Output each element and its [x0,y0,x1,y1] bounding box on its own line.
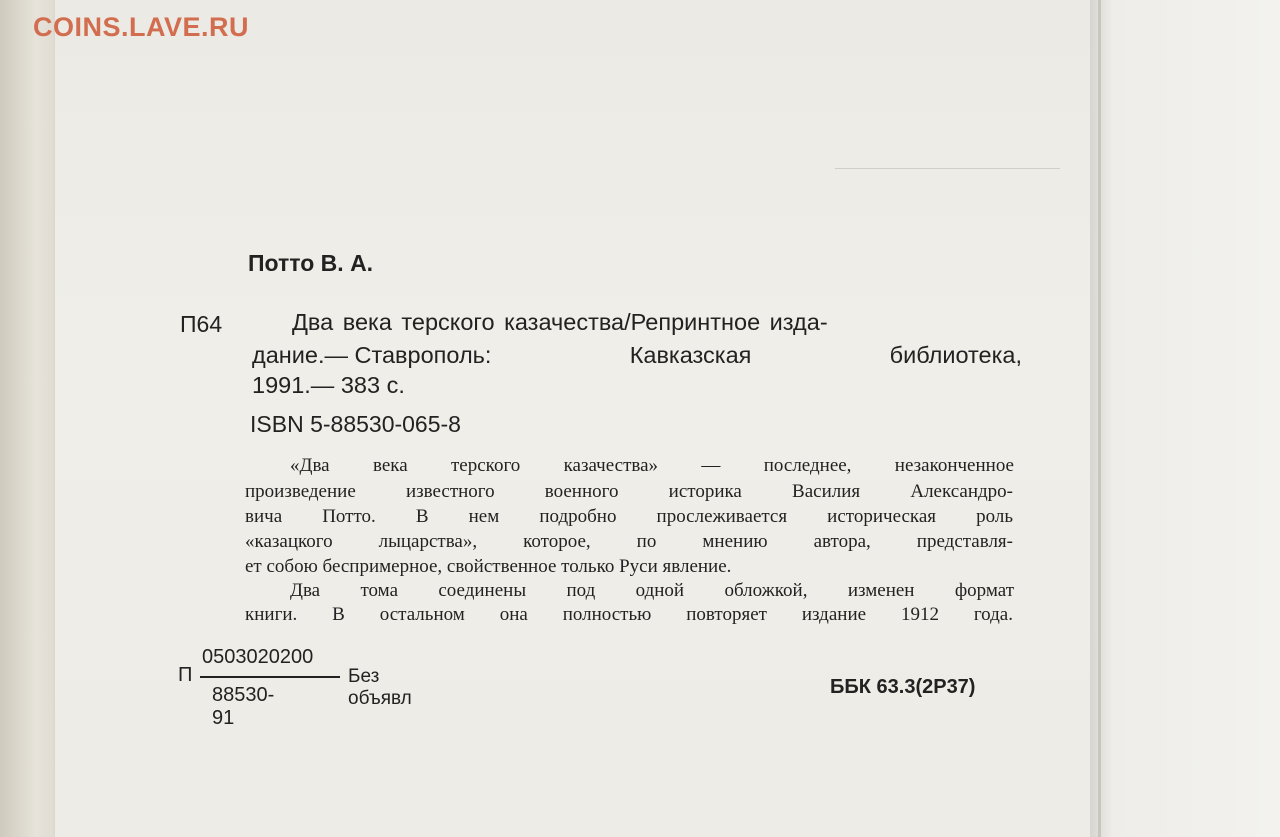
author-name: Потто В. А. [248,250,374,276]
title-line-2 [252,342,1022,369]
fraction-line [200,676,340,678]
title-line-1: Два века терского казачества/Репринтное изда- [292,309,828,335]
annotation-line-2: произведение известного военного историка Василия Александро- [245,481,1013,502]
price-code-numerator: 0503020200 [202,646,314,668]
adjacent-page [1090,0,1280,837]
bleed-through-rule [835,168,1060,169]
title-line-3: 1991.— 383 с. [252,372,405,398]
title-line-2-part-2: Кавказская [629,342,752,368]
book-page [55,0,1090,837]
price-code-letter: П [178,664,193,686]
background-fabric [0,0,60,837]
title-line-2-part-3: библиотека, [889,342,1022,368]
annotation-line-1: «Два века терского казачества» — последнее, незаконченное [290,455,1014,476]
price-note: Без объявл [348,666,412,709]
watermark: COINS.LAVE.RU [33,12,250,42]
catalog-code: П64 [180,311,223,337]
title-line-2-part-1: дание.— Ставрополь: [252,342,492,368]
annotation-line-6: Два тома соединены под одной обложкой, изменен формат [290,580,1014,601]
isbn: ISBN 5-88530-065-8 [250,411,461,437]
annotation-line-7: книги. В остальном она полностью повторяет издание 1912 года. [245,604,1013,625]
price-code-denominator: 88530-91 [212,684,275,729]
annotation-line-5: ет собою беспримерное, свойственное только Руси явление. [245,556,732,577]
page-edge-divider [1098,0,1101,837]
bbk-code: ББК 63.3(2Р37) [830,676,976,698]
annotation-line-4: «казацкого лыцарства», которое, по мнению автора, представля- [245,531,1013,552]
annotation-line-3: вича Потто. В нем подробно прослеживается историческая роль [245,506,1013,527]
